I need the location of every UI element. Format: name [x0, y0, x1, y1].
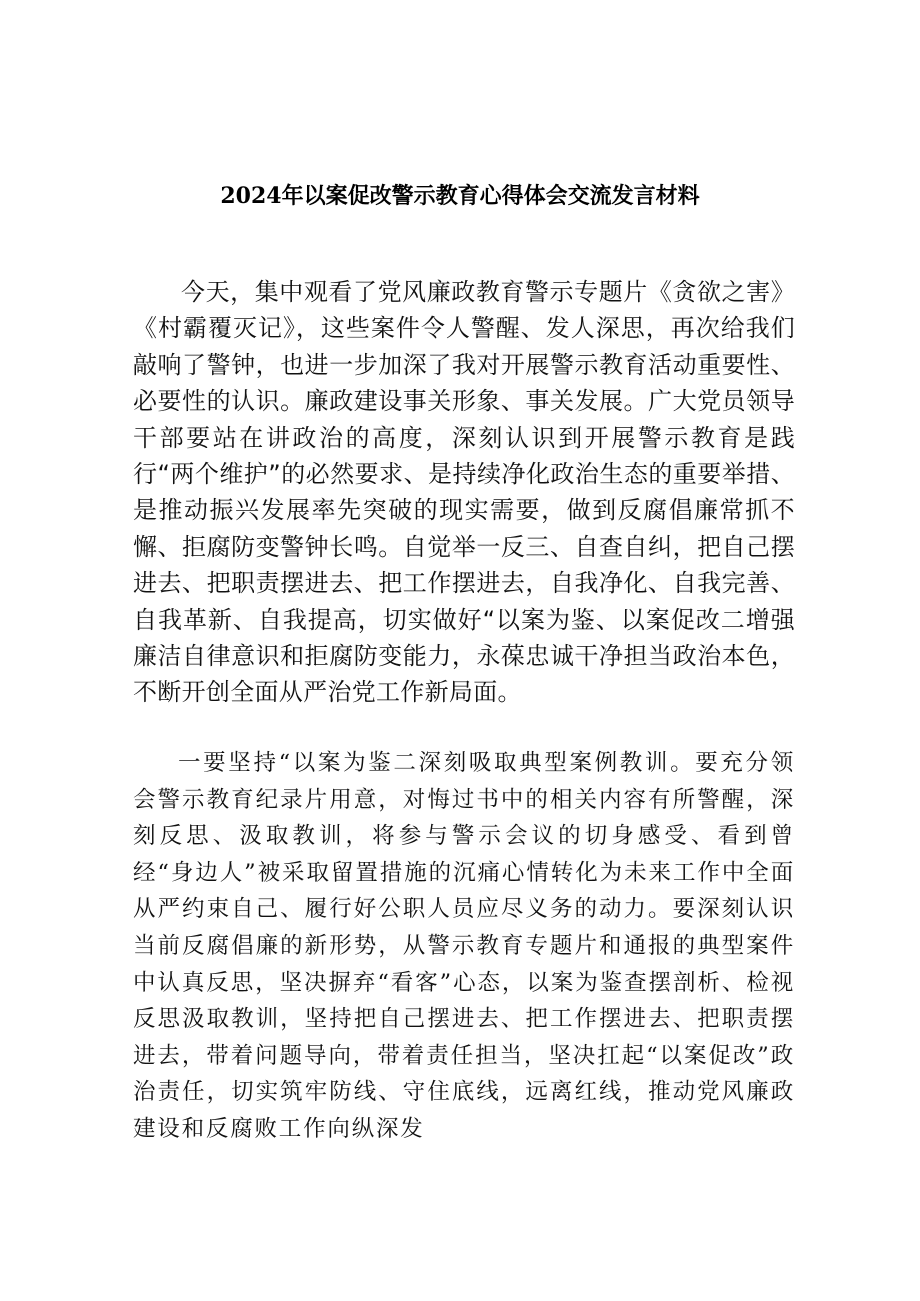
paragraph-intro: 今天，集中观看了党风廉政教育警示专题片《贪欲之害》《村霸覆灭记》，这些案件令人警醒、发人深思，再次给我们敲响了警钟，也进一步加深了我对开展警示教育活动重要性、必要性的认识。廉政建设事关形象、事关发展。广大党员领导干部要站在讲政治的高度，深刻认识到开展警示教育是践行“两个维护”的必然要求、是持续净化政治生态的重要举措、是推动振兴发展率先突破的现实需要，做到反腐倡廉常抓不懈、拒腐防变警钟长鸣。自觉举一反三、自查自纠，把自己摆进去、把职责摆进去、把工作摆进去，自我净化、自我完善、自我革新、自我提高，切实做好“以案为鉴、以案促改二增强廉洁自律意识和拒腐防变能力，永葆忠诚干净担当政治本色，不断开创全面从严治党工作新局面。: [133, 278, 795, 707]
paragraph-point-one: 一要坚持“以案为鉴二深刻吸取典型案例教训。要充分领会警示教育纪录片用意，对悔过书中的相关内容有所警醒，深刻反思、汲取教训，将参与警示会议的切身感受、看到曾经“身边人”被采取留置措施的沉痛心情转化为未来工作中全面从严约束自己、履行好公职人员应尽义务的动力。要深刻认识当前反腐倡廉的新形势，从警示教育专题片和通报的典型案件中认真反思，坚决摒弃“看客”心态，以案为鉴查摆剖析、检视反思汲取教训，坚持把自己摆进去、把工作摆进去、把职责摆进去，带着问题导向，带着责任担当，坚决扛起“以案促改”政治责任，切实筑牢防线、守住底线，远离红线，推动党风廉政建设和反腐败工作向纵深发: [133, 750, 795, 1142]
document-title: 2024年以案促改警示教育心得体会交流发言材料: [220, 183, 700, 209]
